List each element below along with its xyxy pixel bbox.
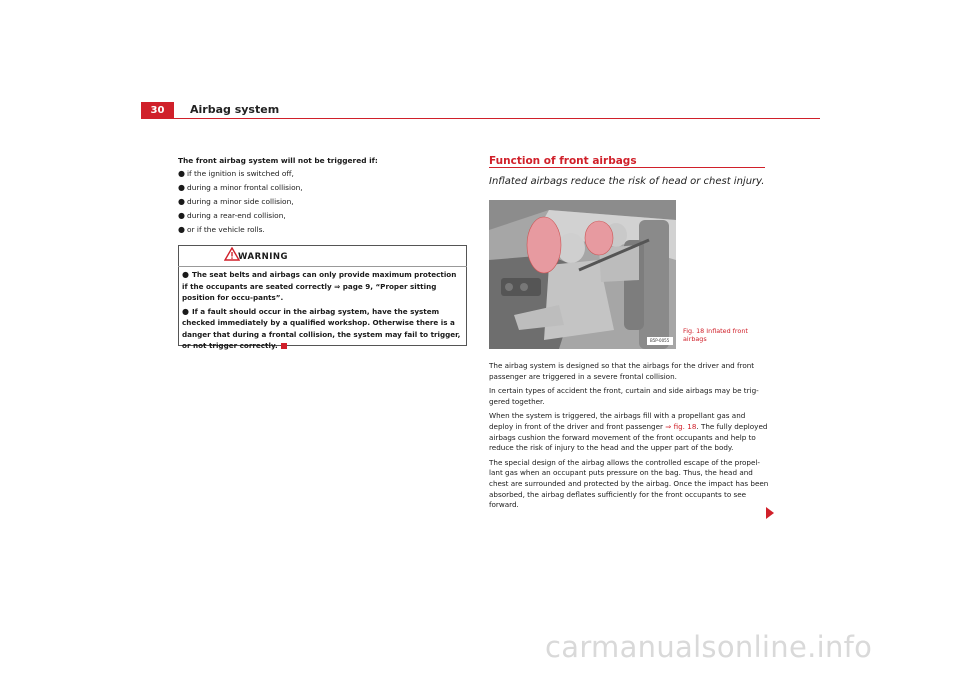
paragraph: In certain types of accident the front, curtain and side airbags may be trig-gered together. <box>489 386 759 406</box>
cross-ref-arrow[interactable]: ⇒ <box>334 281 341 291</box>
bullet-icon: ● <box>178 211 185 220</box>
next-page-arrow-icon[interactable] <box>765 506 775 520</box>
page-number: 30 <box>141 102 174 119</box>
figure-caption: Fig. 18 Inflated front airbags <box>683 327 748 343</box>
section-title: Function of front airbags <box>489 155 637 167</box>
airbag-figure-graphic <box>489 200 676 349</box>
list-item: ● during a minor frontal collision, <box>178 181 303 195</box>
bullet-icon: ● <box>182 270 189 279</box>
warning-item: ● The seat belts and airbags can only provide maximum protection if the occupants are seated correctly ⇒ page 9, “Proper sitting position for occu-pants”. <box>182 270 457 302</box>
bullet-icon: ● <box>182 306 189 316</box>
warning-item: ● If a fault should occur in the airbag system, have the system checked immediately by a qualified workshop. Otherwise there is a danger that during a frontal collision, the system may fail to trigger, or not trigger correctly. <box>182 306 461 350</box>
airbag-illustration <box>489 200 676 349</box>
list-item: ● during a rear-end collision, <box>178 209 303 223</box>
body-text <box>489 361 769 515</box>
header-divider <box>141 118 820 119</box>
warning-title: WARNING <box>238 252 288 262</box>
paragraph: When the system is triggered, the airbags fill with a propellant gas and deploy in front of the driver and front passenger ⇒ fig. 18. The fully deployed airbags cushion the forward movement of the front occupants and help to reduce the risk of injury to the head and the upper part of the body. <box>489 411 768 453</box>
section-divider <box>489 167 765 168</box>
paragraph: The special design of the airbag allows the controlled escape of the propel-lant gas when an occupant puts pressure on the bag. Thus, the head and chest are surrounded and protected by the airbag. Once the impact has been absorbed, the airbag deflates sufficiently for the front occupants to see forward. <box>489 457 769 510</box>
bullet-icon: ● <box>178 169 185 178</box>
watermark: carmanualsonline.info <box>545 630 873 664</box>
bullet-list <box>178 167 303 237</box>
list-item: ● or if the vehicle rolls. <box>178 223 303 237</box>
list-item: ● if the ignition is switched off, <box>178 167 303 181</box>
warning-items <box>182 269 464 354</box>
lead-sentence: The front airbag system will not be triggered if: <box>178 156 378 165</box>
page-header-title: Airbag system <box>190 103 280 116</box>
paragraph: The airbag system is designed so that the airbags for the driver and front passenger are triggered in a severe frontal collision. <box>489 361 755 381</box>
bullet-icon: ● <box>178 183 185 192</box>
bullet-icon: ● <box>178 197 185 206</box>
figure-code: B5P-0055 <box>650 338 670 343</box>
bullet-icon: ● <box>178 225 185 234</box>
figure-link[interactable]: ⇒ fig. 18 <box>665 421 697 431</box>
end-of-section-marker <box>281 343 287 349</box>
list-item: ● during a minor side collision, <box>178 195 303 209</box>
section-subtitle: Inflated airbags reduce the risk of head or chest injury. <box>489 176 765 187</box>
warning-header <box>178 245 467 267</box>
